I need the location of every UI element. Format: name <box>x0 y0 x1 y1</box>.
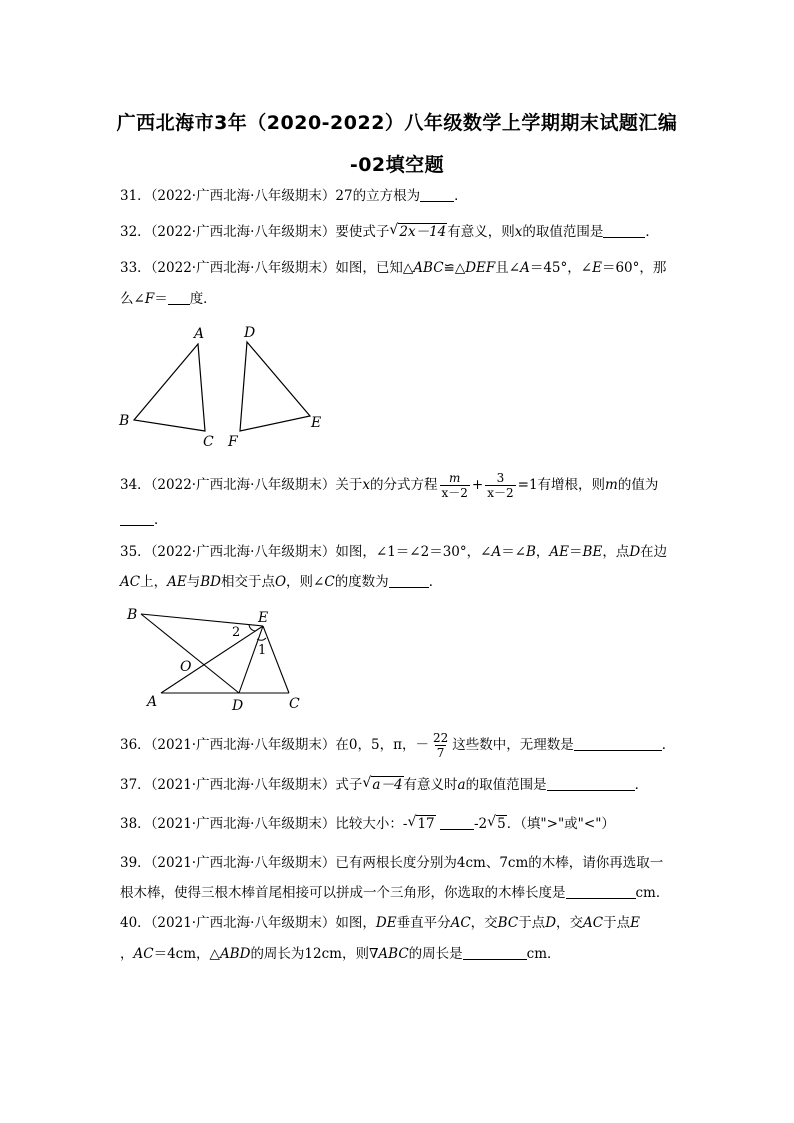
question-text: ＝ <box>569 544 583 560</box>
segment: AC <box>450 915 471 931</box>
numerator: 3 <box>496 471 505 485</box>
fraction-22-7 <box>431 731 450 760</box>
question-text: ． <box>661 737 676 753</box>
question-text: 相交于点 <box>220 574 275 590</box>
segment: AC <box>120 574 141 590</box>
segment-ed <box>239 626 263 693</box>
label-a: A <box>147 694 158 710</box>
vertex: E <box>630 915 640 931</box>
question-text: 在边 <box>640 544 668 560</box>
question-text: 要使式子 <box>335 224 390 240</box>
question-text: 度． <box>189 291 217 307</box>
segment: BE <box>582 544 603 560</box>
answer-blank[interactable] <box>168 290 190 305</box>
label-a: A <box>194 326 205 342</box>
question-40 <box>120 913 640 933</box>
vertex: C <box>324 574 335 590</box>
radicand: 5 <box>497 816 506 832</box>
vertex: A <box>491 544 502 560</box>
question-text: ，交 <box>470 915 498 931</box>
question-35 <box>120 542 667 562</box>
question-text: cm． <box>635 885 670 901</box>
label-c: C <box>289 696 300 712</box>
question-text: 的取值范围是 <box>465 777 547 793</box>
question-text: ，点 <box>602 544 630 560</box>
label-angle-1: 1 <box>258 643 267 658</box>
answer-blank[interactable] <box>566 884 636 899</box>
question-text: 27的立方根为 <box>335 188 421 204</box>
question-text: 的取值范围是 <box>522 224 604 240</box>
segment-ae <box>161 626 263 693</box>
answer-blank[interactable] <box>440 815 474 830</box>
answer-blank[interactable] <box>574 736 662 751</box>
question-source: （2021·广西北海·八年级期末） <box>150 915 336 931</box>
variable: a <box>457 777 466 793</box>
question-text: 式子 <box>335 777 363 793</box>
label-f: F <box>228 434 238 450</box>
question-text: ．（填">"或"<"） <box>506 816 615 832</box>
radicand: 17 <box>417 816 435 832</box>
triangle-name: ABD <box>219 946 251 962</box>
vertex: E <box>592 260 602 276</box>
label-d: D <box>244 325 256 341</box>
question-source: （2021·广西北海·八年级期末） <box>150 737 336 753</box>
question-text: ． <box>428 574 443 590</box>
answer-blank[interactable] <box>420 187 454 202</box>
vertex: O <box>274 574 287 590</box>
label-b: B <box>119 413 130 429</box>
segment-bd <box>141 614 239 693</box>
question-text: ． <box>154 512 168 528</box>
answer-blank[interactable] <box>603 223 645 238</box>
question-text: 比较大小：- <box>335 816 408 832</box>
segment-ec <box>263 626 289 693</box>
vertex: F <box>144 291 155 307</box>
question-text: -2 <box>473 816 488 832</box>
question-number: 34． <box>120 477 151 493</box>
question-37 <box>120 775 648 795</box>
question-number: 40． <box>120 915 151 931</box>
question-39-line2 <box>120 883 669 903</box>
question-number: 32． <box>120 224 151 240</box>
question-text: 如图， <box>335 915 376 931</box>
fraction-m <box>440 471 470 500</box>
question-number: 35． <box>120 544 151 560</box>
question-number: 37． <box>120 777 151 793</box>
question-text: ＝ <box>154 291 168 307</box>
question-text: ＝60°，那 <box>601 260 667 276</box>
question-text: =1有增根，则 <box>517 477 606 493</box>
question-text: ，则∠ <box>286 574 325 590</box>
label-angle-2: 2 <box>232 625 241 640</box>
question-text: cm． <box>526 946 561 962</box>
radicand: a－4 <box>372 777 403 793</box>
page-title-line1: 广西北海市3年（2020-2022）八年级数学上学期期末试题汇编 <box>116 112 678 134</box>
question-number: 31． <box>120 188 151 204</box>
triangle-name: ABC <box>378 946 409 962</box>
variable: m <box>605 477 618 493</box>
question-33-line2 <box>120 289 217 309</box>
figure-35-triangle <box>115 600 315 715</box>
triangle-abc <box>134 344 205 431</box>
question-text: ， <box>120 946 134 962</box>
question-text: ＝4cm，△ <box>153 946 220 962</box>
vertex: D <box>545 915 557 931</box>
denominator: 7 <box>436 746 445 760</box>
triangle-name: ABC <box>413 260 444 276</box>
label-e: E <box>311 415 322 431</box>
question-31 <box>120 186 468 206</box>
sqrt-expression: √ 2x－14 <box>389 222 447 240</box>
numerator: m <box>449 471 461 485</box>
triangle-name: DEF <box>465 260 496 276</box>
fraction-3 <box>485 471 515 500</box>
question-text: 与 <box>186 574 201 590</box>
question-text: ． <box>634 777 649 793</box>
question-text: ． <box>454 188 468 204</box>
variable: x <box>362 477 371 493</box>
segment: AC <box>133 946 154 962</box>
vertex: A <box>520 260 530 276</box>
question-text: 的度数为 <box>334 574 389 590</box>
question-text: 如图，∠1＝∠2＝30°，∠ <box>335 544 492 560</box>
vertex: D <box>629 544 641 560</box>
sqrt-17: √ 17 <box>407 814 435 832</box>
segment: BC <box>497 915 519 931</box>
question-text: 这些数中，无理数是 <box>452 737 574 753</box>
answer-blank[interactable] <box>547 776 635 791</box>
question-text: 上， <box>140 574 168 590</box>
segment: AC <box>583 915 604 931</box>
answer-blank[interactable] <box>463 945 527 960</box>
question-text: 有意义，则 <box>447 224 515 240</box>
question-34 <box>120 471 658 500</box>
question-source: （2022·广西北海·八年级期末） <box>150 260 336 276</box>
label-o: O <box>180 659 192 675</box>
figure-33-triangles <box>110 318 340 453</box>
label-e: E <box>258 610 269 626</box>
question-text: 在0，5，π，－ <box>335 737 429 753</box>
question-text: 垂直平分 <box>396 915 451 931</box>
segment: BD <box>200 574 221 590</box>
question-text: ， <box>535 544 550 560</box>
variable: x <box>514 224 523 240</box>
question-source: （2021·广西北海·八年级期末） <box>150 855 336 871</box>
segment: AE <box>549 544 570 560</box>
question-text: 的值为 <box>617 477 659 493</box>
question-39 <box>120 853 663 873</box>
question-text: 的周长为12cm，则∇ <box>250 946 379 962</box>
question-text: 关于 <box>335 477 363 493</box>
question-text: 且∠ <box>495 260 521 276</box>
question-number: 36． <box>120 737 151 753</box>
question-32 <box>120 222 659 242</box>
question-source: （2022·广西北海·八年级期末） <box>150 188 336 204</box>
triangle-def <box>240 342 310 431</box>
answer-blank[interactable] <box>389 573 429 588</box>
denominator: x－2 <box>487 486 514 500</box>
question-text: 已有两根长度分别为4cm、7cm的木棒，请你再选取一 <box>335 855 664 871</box>
question-text: 于点 <box>603 915 631 931</box>
sqrt-5: √ 5 <box>487 814 506 832</box>
label-d: D <box>232 698 244 714</box>
numerator: 22 <box>432 731 449 745</box>
question-34-line2 <box>120 510 168 530</box>
page-title-line2: -02填空题 <box>349 154 445 176</box>
question-text: 根木棒，使得三根木棒首尾相接可以拼成一个三角形，你选取的木棒长度是 <box>120 885 566 901</box>
question-number: 33． <box>120 260 151 276</box>
question-source: （2022·广西北海·八年级期末） <box>150 224 336 240</box>
question-text: 于点 <box>518 915 546 931</box>
segment: DE <box>375 915 397 931</box>
question-text: 么∠ <box>120 291 145 307</box>
denominator: x－2 <box>441 486 468 500</box>
question-text: 的分式方程 <box>370 477 438 493</box>
question-38 <box>120 814 615 834</box>
label-b: B <box>127 607 138 623</box>
angle-2-arc <box>249 625 255 631</box>
question-source: （2022·广西北海·八年级期末） <box>150 477 336 493</box>
plus-sign: + <box>471 477 484 493</box>
question-text: 如图，已知△ <box>335 260 414 276</box>
question-source: （2022·广西北海·八年级期末） <box>150 544 336 560</box>
question-40-line2 <box>120 944 561 964</box>
question-number: 39． <box>120 855 151 871</box>
radicand: 2x－14 <box>399 224 447 240</box>
question-36 <box>120 731 675 760</box>
sqrt-expression: √ a－4 <box>362 775 403 793</box>
question-text: ，交 <box>556 915 584 931</box>
vertex: B <box>526 544 536 560</box>
label-c: C <box>203 434 214 450</box>
segment: AE <box>167 574 187 590</box>
question-source: （2021·广西北海·八年级期末） <box>150 816 336 832</box>
question-text: 的周长是 <box>408 946 463 962</box>
question-source: （2021·广西北海·八年级期末） <box>150 777 336 793</box>
segment-be <box>141 614 263 626</box>
question-number: 38． <box>120 816 151 832</box>
answer-blank[interactable] <box>120 511 154 526</box>
question-text: ＝45°，∠ <box>529 260 593 276</box>
congruent-symbol: ≌△ <box>443 260 466 276</box>
question-35-line2 <box>120 572 442 592</box>
question-text: ． <box>645 224 659 240</box>
question-text: 有意义时 <box>403 777 458 793</box>
question-33 <box>120 258 666 278</box>
question-text: ＝∠ <box>501 544 526 560</box>
